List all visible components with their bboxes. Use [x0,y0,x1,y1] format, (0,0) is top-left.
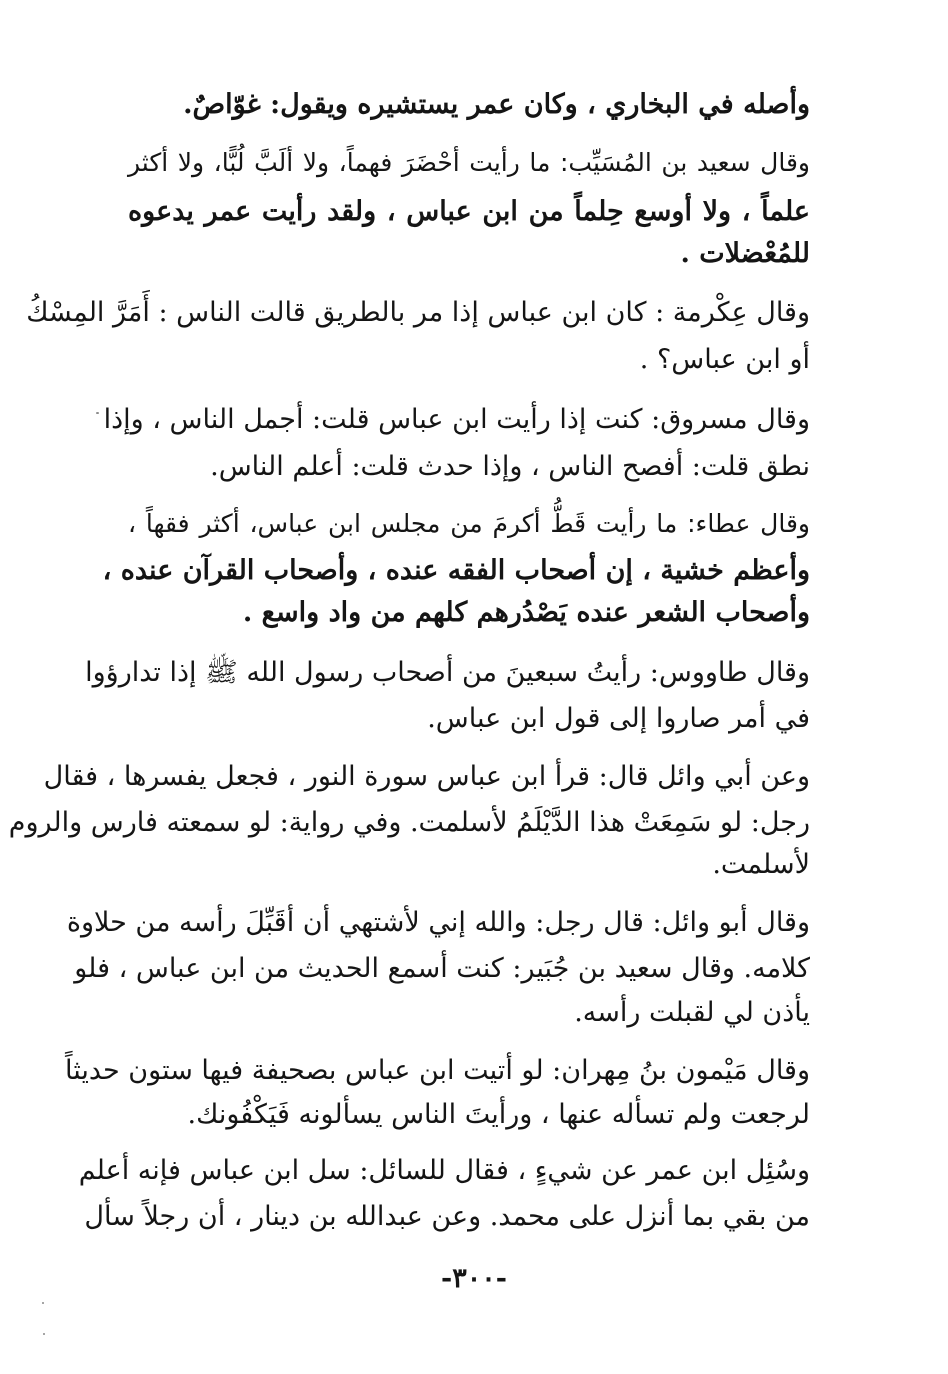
text-line: يأذن لي لقبلت رأسه. [574,997,810,1028]
text-line: رجل: لو سَمِعَتْ هذا الدَّيْلَمُ لأسلمت. وفي رواية: لو سمعته فارس والروم [8,807,810,838]
text-line: في أمر صاروا إلى قول ابن عباس. [427,703,810,734]
text-line: وأعظم خشية ، إن أصحاب الفقه عنده ، وأصحاب القرآن عنده ، [102,555,810,586]
text-line: وأصله في البخاري ، وكان عمر يستشيره ويقول: غوّاصٌ. [183,89,810,120]
text-line: وقال سعيد بن المُسَيِّب: ما رأيت أحْضَرَ فهماً، ولا ألَبَّ لُبًّا، ولا أكثر [128,148,810,177]
scan-speck [43,1333,45,1335]
text-line: كلامه. وقال سعيد بن جُبَير: كنت أسمع الحديث من ابن عباس ، فلو [74,953,810,984]
text-line: نطق قلت: أفصح الناس ، وإذا حدث قلت: أعلم الناس. [210,451,810,482]
page-number: -٣٠٠- [441,1263,507,1294]
text-line: للمُعْضلات . [680,238,810,269]
text-line: وقال مسروق: كنت إذا رأيت ابن عباس قلت: أجمل الناس ، وإذا [103,404,810,435]
text-line: وقال عطاء: ما رأيت قَطُّ أكرمَ من مجلس ابن عباس، أكثر فقهاً ، [128,509,810,538]
text-line: وقال عِكْرمة : كان ابن عباس إذا مر بالطريق قالت الناس : أَمَرَّ المِسْكُ [26,297,810,328]
text-line: وعن أبي وائل قال: قرأ ابن عباس سورة النور ، فجعل يفسرها ، فقال [43,761,810,792]
scan-speck [96,412,99,414]
text-line: وأصحاب الشعر عنده يَصْدُرهم كلهم من واد واسع . [242,597,810,628]
document-page [8,84,810,1344]
text-line: لأسلمت. [712,849,810,880]
text-line: علماً ، ولا أوسع حِلماً من ابن عباس ، ولقد رأيت عمر يدعوه [128,196,810,227]
text-line: من بقي بما أنزل على محمد. وعن عبدالله بن دينار ، أن رجلاً سأل [84,1201,810,1232]
text-line: وقال مَيْمون بنُ مِهران: لو أتيت ابن عباس بصحيفة فيها ستون حديثاً [64,1055,810,1086]
text-line: وقال أبو وائل: قال رجل: والله إني لأشتهي أن أقَبِّلَ رأسه من حلاوة [66,907,810,938]
scan-speck [42,1302,44,1304]
text-line: أو ابن عباس؟ . [639,344,810,375]
text-line: وقال طاووس: رأيتُ سبعينَ من أصحاب رسول الله ﷺ إذا تدارؤوا [85,657,810,688]
text-line: لرجعت ولم تسأله عنها ، ورأيتَ الناس يسألونه فَيَكْفُونك. [187,1099,810,1130]
text-line: وسُئِل ابن عمر عن شيءٍ ، فقال للسائل: سل ابن عباس فإنه أعلم [78,1155,810,1186]
